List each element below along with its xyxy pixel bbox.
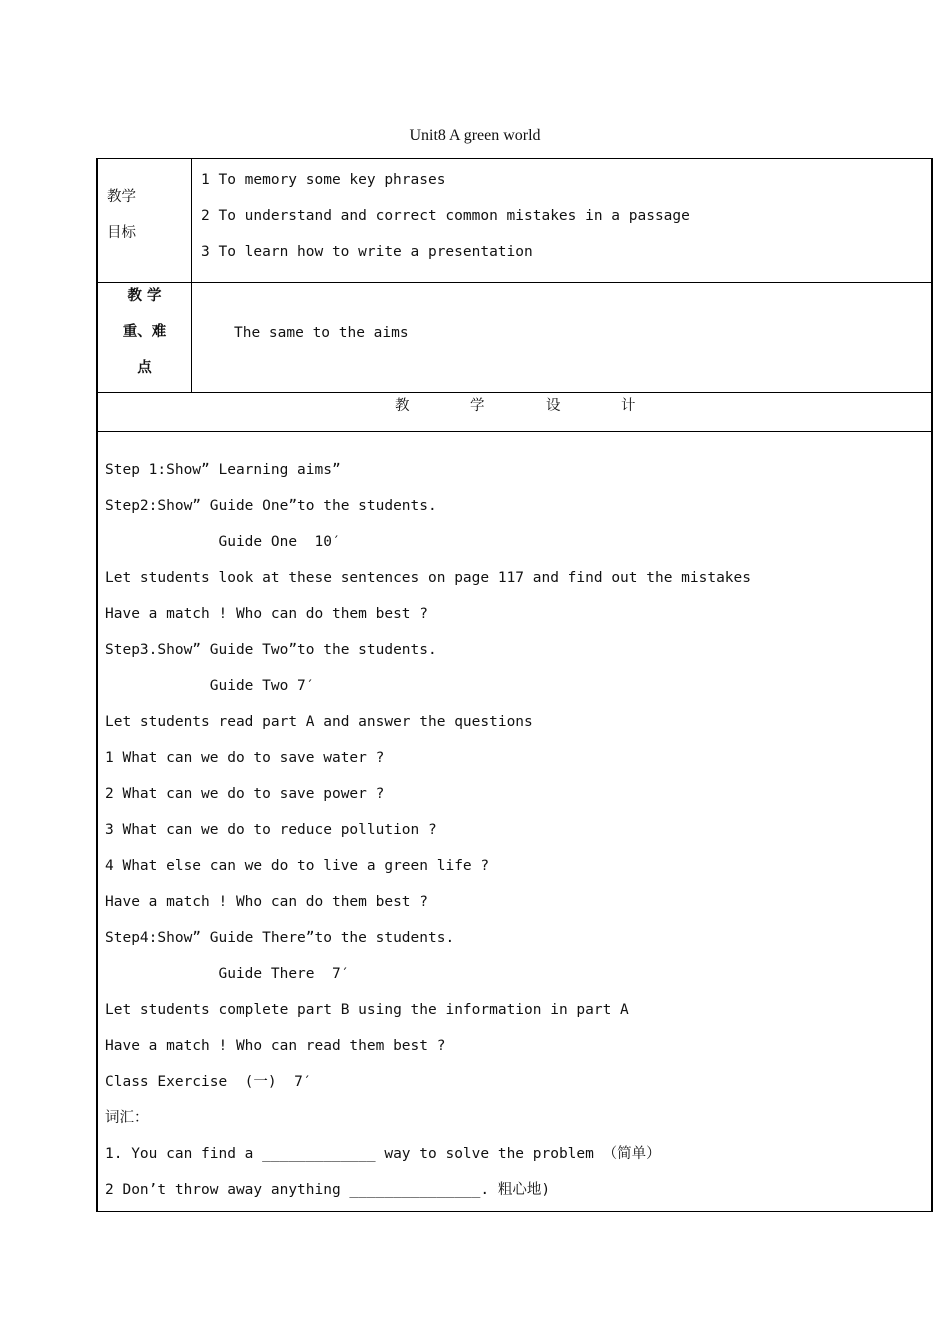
design-line: Let students complete part B using the information in part A: [105, 1002, 629, 1018]
design-line: 4 What else can we do to live a green life ?: [105, 858, 490, 874]
objectives-label-line2: 目标: [107, 225, 136, 241]
design-line: Step 1:Showˮ Learning aimsˮ: [105, 462, 341, 478]
row-divider: [98, 431, 931, 432]
design-header-char: 设: [546, 398, 561, 414]
design-line: Have a match ! Who can do them best ?: [105, 606, 429, 622]
design-line: Have a match ! Who can read them best ?: [105, 1038, 446, 1054]
design-line: Have a match ! Who can do them best ?: [105, 894, 429, 910]
design-line: Step3.Showˮ Guide Twoˮto the students.: [105, 642, 437, 658]
design-header-char: 学: [470, 398, 485, 414]
design-line: Guide There 7′: [105, 966, 350, 982]
objective-item: 1 To memory some key phrases: [201, 172, 446, 188]
design-line: 1. You can find a _____________ way to solve the problem （简单）: [105, 1146, 661, 1162]
design-line: 词汇：: [105, 1110, 149, 1126]
lesson-plan-table: [96, 158, 933, 1212]
design-header-char: 教: [395, 398, 410, 414]
design-header-char: 计: [621, 398, 636, 414]
design-line: Step2:Showˮ Guide Oneˮto the students.: [105, 498, 437, 514]
keypoints-label-line1: 教 学: [127, 288, 162, 304]
keypoints-label-line3: 点: [137, 360, 152, 376]
objective-item: 2 To understand and correct common mistakes in a passage: [201, 208, 690, 224]
design-line: Guide Two 7′: [105, 678, 315, 694]
design-line: 3 What can we do to reduce pollution ?: [105, 822, 437, 838]
design-line: Step4:Showˮ Guide Thereˮto the students.: [105, 930, 455, 946]
column-divider: [191, 159, 192, 392]
keypoints-text: The same to the aims: [234, 325, 409, 341]
design-line: Let students read part A and answer the questions: [105, 714, 533, 730]
design-line: 2 What can we do to save power ?: [105, 786, 385, 802]
objective-item: 3 To learn how to write a presentation: [201, 244, 533, 260]
design-line: Let students look at these sentences on page 117 and find out the mistakes: [105, 570, 752, 586]
objectives-label-line1: 教学: [107, 189, 136, 205]
row-divider: [98, 392, 931, 393]
page-title: Unit8 A green world: [409, 127, 541, 144]
keypoints-label-line2: 重、难: [122, 324, 167, 340]
design-line: Class Exercise (一) 7′: [105, 1074, 312, 1090]
design-line: 2 Don’t throw away anything _______________. 粗心地): [105, 1182, 551, 1198]
design-line: 1 What can we do to save water ?: [105, 750, 385, 766]
row-divider: [98, 282, 931, 283]
design-line: Guide One 10′: [105, 534, 341, 550]
